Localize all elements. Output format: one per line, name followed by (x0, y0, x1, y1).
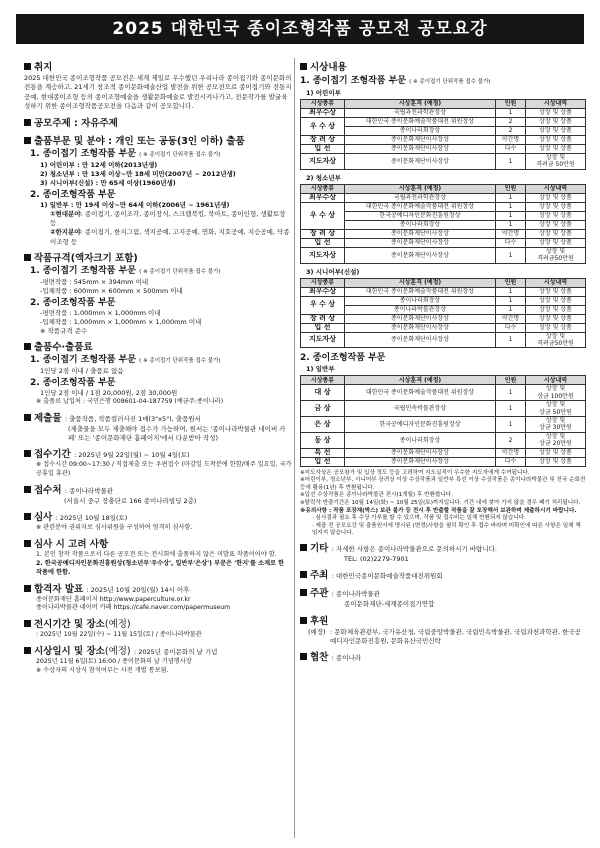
note-line: · 심사결과 필요 후 수상 가부를 할 수 있으며, 작품 및 접수비는 일체 반환되지 않습니다. (312, 515, 526, 522)
table-cell: 상장 및 상금 20만원 (526, 432, 586, 448)
table-cell: 1 (496, 417, 526, 433)
table-row (301, 457, 586, 466)
table-row (301, 417, 586, 433)
table-cell: 1 (496, 332, 526, 348)
table-cell: 최우수상 (301, 109, 345, 118)
table-cell: 1 (496, 154, 526, 170)
category-modern: ①현대분야: 종이접기, 종이조각, 종이장식, 스크랩북킹, 북아트, 종이인형, 생활토장 등 (50, 209, 286, 228)
exhibit-heading: 전시기간 및 장소(예정) (24, 619, 292, 631)
table-cell: 국립과천과학관장상 (345, 193, 496, 202)
category-paper-line: 1) 일반부 : 만 19세 이상~만 64세 이하(2006년 ~ 1961년생) (40, 200, 230, 209)
table-row (301, 314, 586, 323)
column-header: 시상종류 (301, 184, 345, 193)
table-cell: 상장 및 상금 30만원 (526, 417, 586, 433)
place-heading: 접수처 : 종이나라박물관 (24, 485, 292, 497)
table-cell: 상장 및 상품 (526, 296, 586, 305)
table-cell: 종이문화재단이사장상 (345, 229, 496, 238)
table-cell: 입 선 (301, 323, 345, 332)
table-cell: 국립민속박물관장상 (345, 401, 496, 417)
table-cell: 약간명 (496, 229, 526, 238)
size-line: -평면작품 : 1,000mm × 1,000mm 이내 (40, 308, 161, 317)
table-cell: 1 (496, 305, 526, 314)
sponsor-label2: (예정) (308, 627, 326, 636)
table-row (301, 323, 586, 332)
table-cell: 1 (496, 247, 526, 263)
place-address: (서울시 중구 장충단로 166 종이나라빌딩 2층) (64, 497, 197, 506)
column-header: 시상내역 (526, 184, 586, 193)
column-header: 시상내역 (526, 278, 586, 287)
table-cell: 1 (496, 211, 526, 220)
table-cell: 대한민국 종이문화예술작품대전 위원장상 (345, 118, 496, 127)
table-row (301, 432, 586, 448)
table-cell: 대한민국 종이문화예술작품대전 위원장상 (345, 287, 496, 296)
table-cell: 최우수상 (301, 193, 345, 202)
table-cell: 다수 (496, 457, 526, 466)
table-cell: 약간명 (496, 448, 526, 457)
children-caption: 1) 어린이부 (306, 89, 341, 97)
table-cell: 상장 및 상품 (526, 136, 586, 145)
fee-line: 1인당 2점 이내 / 출품료 없음 (40, 367, 124, 376)
table-cell: 상장 및 상품 (526, 202, 586, 211)
column-header: 시상내역 (526, 376, 586, 385)
sponsor-block (300, 628, 586, 647)
table-cell: 종이문화재단이사장상 (345, 457, 496, 466)
table-cell: 동 상 (301, 432, 345, 448)
exhibit-text: : 2025년 10월 22일(수) ~ 11월 15일(토) / 종이나라박물관 (36, 631, 202, 639)
youth-prize-table (300, 184, 586, 264)
table-cell: 종이문화재단이사장상 (345, 145, 496, 154)
size-line: -입체작품 : 600mm × 600mm × 500mm 이내 (40, 287, 183, 296)
table-cell: 종이나라박물관장상 (345, 305, 496, 314)
table-cell: 종이문화재단이사장상 (345, 238, 496, 247)
table-row (301, 202, 586, 211)
submit-heading: 제출물 : 출품작품, 작품컬러사진 1매(3"x5"), 출품원서 (24, 413, 292, 425)
award-line: 2025년 11월 6일(토) 16:00 / 종이문화의 날 기념행사장 (36, 657, 192, 665)
purpose-text: 2025 대한민국 종이조형작품 공모전은 세계 제일로 우수했던 우리나라 종이접기와 종이문화의 전통을 계승하고, 21세기 창조적 종이문화예술산업 발전을 위한 공모전으로 종이접기와 전통지공예, 현대종이조형 등의 종이조형예술을 생활문화예술로 발전시켜나가고, 전문작가를 발굴육성하기 위한 종이조형작품공모전을 다음과 같이 공모합니다. (24, 74, 292, 111)
table-row (301, 238, 586, 247)
general-prize-table (300, 375, 586, 466)
award-heading: 시상일시 및 장소(예정) : 2025년 종이문화의 날 기념 (24, 646, 292, 658)
table-cell: 상장 및 상품 (526, 211, 586, 220)
table-cell: 상장 및 상품 (526, 127, 586, 136)
table-row (301, 448, 586, 457)
table-cell: 특 선 (301, 448, 345, 457)
table-cell: 종이나라회장상 (345, 432, 496, 448)
table-cell: 다수 (496, 238, 526, 247)
table-cell: 상장 및 상품 (526, 448, 586, 457)
note-line: ※어린이부, 청소년부, 시니어부 장려상 이상 수상작품과 일반부 특선 이상 수상작품은 종이나라박물관 및 전국 순회전 등에 활용(1년) 후 반환됩니다. (300, 477, 586, 491)
column-header: 시상종류 (301, 376, 345, 385)
table-cell: 대한민국 종이문화예술작품대전 위원장상 (345, 202, 496, 211)
table-cell: 상장 및 격려금 50만원 (526, 154, 586, 170)
column-header: 시상훈격 (예정) (345, 184, 496, 193)
table-cell: 우 수 상 (301, 296, 345, 314)
table-cell: 종이문화재단이사장상 (345, 314, 496, 323)
table-cell: 지도자상 (301, 332, 345, 348)
table-cell: 상장 및 상품 (526, 145, 586, 154)
host-heading: 주최 : 대한민국종이문화예술작품대전위원회 (300, 570, 586, 582)
contact-heading: 기타 : 자세한 사항은 종이나라박물관으로 문의하시기 바랍니다. (300, 543, 586, 555)
note-line: · 제출 전 공모요강 및 출품원서에 명시된 (변경)사항을 필히 확인 후 접수 바라며 미확인에 따른 사항은 일체 책임지지 않습니다. (312, 522, 581, 537)
table-cell: 2 (496, 127, 526, 136)
table-row (301, 332, 586, 348)
table-cell: 종이문화재단이사장상 (345, 448, 496, 457)
table-row (301, 229, 586, 238)
fee-heading: 출품수·출품료 (24, 342, 292, 354)
organizer-line: 종이문화재단-세계종이접기연합 (344, 600, 435, 609)
table-row (301, 145, 586, 154)
table-cell: 장 려 상 (301, 314, 345, 323)
table-cell: 2 (496, 118, 526, 127)
purpose-heading: 취지 (24, 62, 292, 74)
column-header: 인원 (496, 376, 526, 385)
page-title: 2025 대한민국 종이조형작품 공모전 공모요강 (16, 14, 584, 44)
note-line: ※탈락작 반출기간은 10월 14일(화) ~ 10월 25일(토)까지입니다. 기간 내에 찾아 가지 않을 경우 폐기 처리됩니다. (300, 500, 581, 507)
category-origami-line: 3) 시니어부(신설) : 만 65세 이상(1960년생) (40, 179, 176, 188)
table-cell: 장 려 상 (301, 136, 345, 145)
criteria-line: 1. 본인 창작 작품으로서 다른 공모전 또는 전시회에 출품하지 않은 미발표 작품이어야 함. (36, 551, 277, 559)
fee-note: ※ 출품료 납입처 : 국민은행 008601-04-187759 (예금주:종이나라) (36, 398, 224, 406)
submit-detail: (제출물을 모두 제출해야 접수가 가능하며, 원서는 '종이나라박물관 네이버 카페' 또는 '종이문화재단 홈페이지'에서 다운받아 작성) (68, 424, 286, 443)
size-origami-title: 1. 종이접기 조형작품 부문 ( ※ 종이접기 단위작품 접수 불가) (30, 266, 221, 276)
fee-origami-title: 1. 종이접기 조형작품 부문 ( ※ 종이접기 단위작품 접수 불가) (30, 355, 221, 366)
theme-heading: 공모주제 : 자유주제 (24, 118, 292, 130)
table-cell: 우 수 상 (301, 118, 345, 136)
children-prize-table (300, 99, 586, 170)
criteria-line: 2. 한국공예디자인문화진흥원상(청소년부'우수상', 일반부'은상') 부문은 '한지'를 소재로 한 작품에 한함. (36, 559, 285, 576)
category-origami-line: 2) 청소년부 : 만 13세 이상~만 18세 미만(2007년 ~ 2012년생) (40, 169, 236, 178)
announce-line: 종이문화재단 홈페이지 http://www.paperculture.or.kr (36, 595, 191, 603)
column-header: 시상훈격 (예정) (345, 278, 496, 287)
table-cell: 상장 및 상품 (526, 323, 586, 332)
column-header: 시상내역 (526, 100, 586, 109)
table-cell: 상장 및 상품 (526, 220, 586, 229)
table-row (301, 247, 586, 263)
table-row (301, 296, 586, 305)
paper-prizes-title: 2. 종이조형작품 부문 (300, 353, 386, 364)
table-cell: 종이문화재단이사장상 (345, 332, 496, 348)
judge-note: ※ 관련분야 권위자로 심사위원을 구성하여 엄격히 심사함. (36, 524, 193, 532)
table-cell: 금 상 (301, 401, 345, 417)
note-line: ※입선 수상작품은 종이나라박물관 전시(1개월) 후 반환합니다. (300, 492, 453, 499)
size-heading: 작품규격(액자크기 포함) (24, 253, 292, 265)
table-cell: 1 (496, 287, 526, 296)
table-cell: 우 수 상 (301, 202, 345, 229)
table-cell: 한국공예디자인문화진흥원장상 (345, 417, 496, 433)
support-heading: 협찬 : 종이나라 (300, 652, 586, 664)
column-header: 시상종류 (301, 278, 345, 287)
table-cell: 장 려 상 (301, 229, 345, 238)
left-column (24, 62, 292, 676)
table-row (301, 193, 586, 202)
table-cell: 1 (496, 109, 526, 118)
category-heading: 출품부문 및 분야 : 개인 또는 공동(3인 이하) 출품 (24, 136, 292, 148)
size-line: -입체작품 : 1,000mm × 1,000mm × 1,000mm 이내 (40, 317, 202, 326)
award-note: ※ 수상자의 시상식 참석여부는 사전 개별 통보됨. (36, 666, 169, 674)
note-line: ※지도자상은 공모참가 및 입상 정도 등을 고려하여 지도실적이 우수한 지도자에게 수여됩니다. (300, 469, 530, 476)
organizer-heading: 주관 : 종이나라박물관 (300, 588, 586, 600)
table-cell: 최우수상 (301, 287, 345, 296)
general-caption: 1) 일반부 (306, 365, 335, 374)
table-cell: 상장 및 상품 (526, 229, 586, 238)
table-row (301, 109, 586, 118)
column-header: 인원 (496, 184, 526, 193)
table-cell: 입 선 (301, 145, 345, 154)
prizes-heading: 시상내용 (300, 62, 586, 74)
table-cell: 상장 및 상품 (526, 287, 586, 296)
table-cell: 상장 및 격려금50만원 (526, 247, 586, 263)
table-cell: 상장 및 상품 (526, 238, 586, 247)
right-column (300, 62, 586, 664)
table-row (301, 154, 586, 170)
sponsor-text: : 문화체육관광부, 국가유산청, 국립중앙박물관, 국립민속박물관, 국립과천과학관, 한국공예디자인문화진흥원, 문화유산국민신탁 (330, 627, 581, 646)
table-cell: 국립과천과학관장상 (345, 109, 496, 118)
table-cell: 1 (496, 202, 526, 211)
table-cell: 입 선 (301, 238, 345, 247)
announce-heading: 합격자 발표 : 2025년 10월 20일(월) 14시 이후 (24, 584, 292, 596)
table-row (301, 287, 586, 296)
period-heading: 접수기간 : 2025년 9월 22일(월) ~ 10월 4일(토) (24, 449, 292, 461)
table-cell: 1 (496, 193, 526, 202)
size-paper-title: 2. 종이조형작품 부문 (30, 297, 116, 308)
table-cell: 지도자상 (301, 247, 345, 263)
table-cell: 약간명 (496, 136, 526, 145)
category-paper-title: 2. 종이조형작품 부문 (30, 189, 116, 200)
table-cell: 상장 및 상품 (526, 109, 586, 118)
table-cell: 상장 및 상품 (526, 118, 586, 127)
table-cell: 상장 및 상품 (526, 193, 586, 202)
table-cell: 상장 및 격려금50만원 (526, 332, 586, 348)
judge-heading: 심사 : 2025년 10월 18일(토) (24, 512, 292, 524)
column-divider (294, 58, 295, 838)
table-cell: 한국공예디자인문화진흥원장상 (345, 211, 496, 220)
category-origami-line: 1) 어린이부 : 만 12세 이하(2013년생) (40, 160, 158, 169)
table-cell: 약간명 (496, 314, 526, 323)
category-origami-title: 1. 종이접기 조형작품 부문 ( ※ 종이접기 단위작품 접수 불가) (30, 148, 221, 159)
table-cell: 상장 및 상금 100만원 (526, 385, 586, 401)
table-row (301, 118, 586, 127)
table-cell: 1 (496, 401, 526, 417)
criteria-heading: 심사 시 고려 사항 (24, 539, 292, 551)
size-line: -평면작품 : 545mm × 394mm 이내 (40, 278, 149, 286)
table-cell: 대 상 (301, 385, 345, 401)
fee-line: 1인당 2점 이내 / 1점 20,000원, 2점 30,000원 (40, 388, 178, 397)
table-row (301, 136, 586, 145)
table-cell: 입 선 (301, 457, 345, 466)
table-cell: 상장 및 상금 50만원 (526, 401, 586, 417)
announce-line: 종이나라박물관 네이버 카페 https://cafe.naver.com/papermuseum (36, 604, 231, 612)
table-cell: 종이문화재단이사장상 (345, 323, 496, 332)
senior-prize-table (300, 278, 586, 349)
table-cell: 다수 (496, 323, 526, 332)
contact-tel: TEL: (02)2279-7901 (344, 555, 409, 564)
size-note: ※ 작품규격 준수 (40, 327, 88, 336)
table-cell: 1 (496, 220, 526, 229)
table-cell: 종이문화재단이사장상 (345, 154, 496, 170)
column-header: 인원 (496, 100, 526, 109)
table-cell: 대한민국 종이문화예술작품대전 위원장상 (345, 385, 496, 401)
youth-caption: 2) 청소년부 (306, 173, 341, 182)
table-cell: 2 (496, 432, 526, 448)
table-cell: 상장 및 상품 (526, 314, 586, 323)
table-cell: 종이나라회장상 (345, 220, 496, 229)
column-header: 시상훈격 (예정) (345, 100, 496, 109)
note-line: ※유의사항 : 작품 포장재(박스) 보관 불가 등 전시 후 반출할 작품을 잘 포장해서 보관하며 제출하시기 바랍니다. (300, 507, 577, 514)
sponsor-heading: 후원 (300, 616, 586, 628)
table-cell: 종이문화재단이사장상 (345, 247, 496, 263)
table-cell: 상장 및 상품 (526, 457, 586, 466)
table-row (301, 385, 586, 401)
column-header: 인원 (496, 278, 526, 287)
table-cell: 종이나라회장상 (345, 127, 496, 136)
senior-caption: 3) 시니어부(신설) (306, 267, 360, 276)
fee-paper-title: 2. 종이조형작품 부문 (30, 377, 116, 388)
category-hanji: ②한지분야: 종이접기, 한지그림, 색지공예, 고지공예, 연화, 지호공예, 지승공예, 닥종이조형 등 (50, 228, 290, 246)
column-header: 시상종류 (301, 100, 345, 109)
table-cell: 지도자상 (301, 154, 345, 170)
prize-notes (300, 470, 586, 538)
period-note: ※ 접수시간 09:00~17:30 / 직접제출 또는 우편접수 (마감일 도착분에 한함/매주 일요일, 국가 공휴일 휴관) (36, 461, 292, 478)
table-cell: 다수 (496, 145, 526, 154)
table-cell: 1 (496, 296, 526, 305)
table-cell: 1 (496, 385, 526, 401)
table-cell: 종이문화재단이사장상 (345, 136, 496, 145)
table-cell: 종이나라회장상 (345, 296, 496, 305)
column-header: 시상훈격 (예정) (345, 376, 496, 385)
table-cell: 은 상 (301, 417, 345, 433)
table-row (301, 401, 586, 417)
table-cell: 상장 및 상품 (526, 305, 586, 314)
origami-prizes-title: 1. 종이접기 조형작품 부문 ( ※ 종이접기 단위작품 접수 불가) (300, 76, 491, 86)
